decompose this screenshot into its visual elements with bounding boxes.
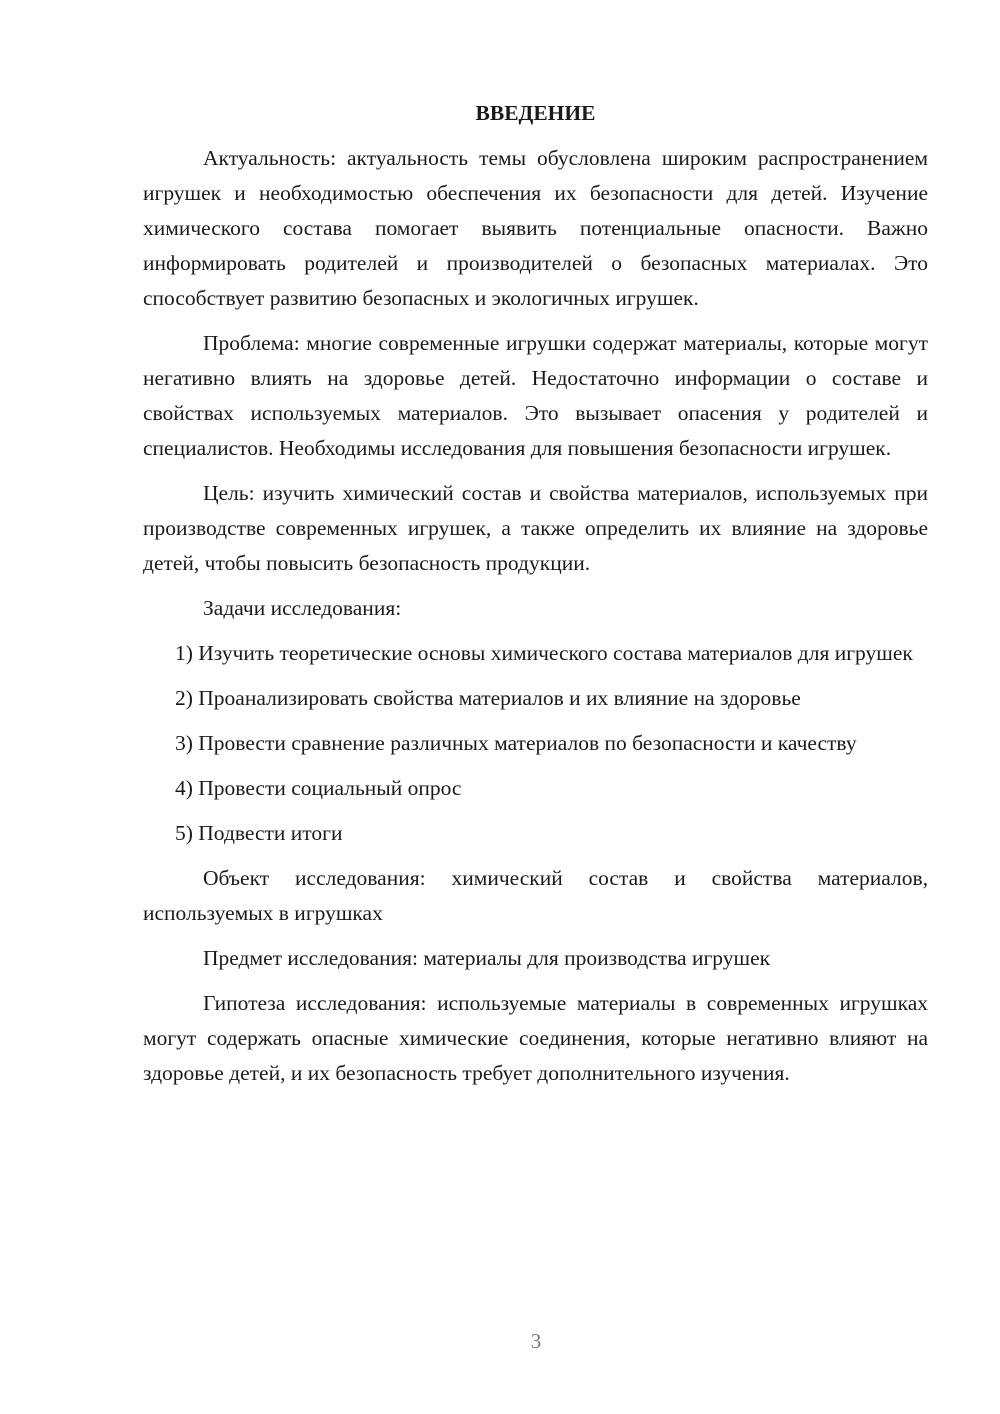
paragraph-hypothesis: Гипотеза исследования: используемые материалы в современных игрушках могут содержать опасные химические соединения, которые негативно влияют на здоровье детей, и их безопасность требует дополнительного изучения. <box>143 991 928 1085</box>
paragraph-subject: Предмет исследования: материалы для производства игрушек <box>203 946 771 970</box>
task-item-5: 5) Подвести итоги <box>175 821 343 845</box>
paragraph-object: Объект исследования: химический состав и свойства материалов, используемых в игрушках <box>143 866 928 925</box>
paragraph-goal: Цель: изучить химический состав и свойства материалов, используемых при производстве современных игрушек, а также определить их влияние на здоровье детей, чтобы повысить безопасность продукции. <box>143 481 928 575</box>
paragraph-problem: Проблема: многие современные игрушки содержат материалы, которые могут негативно влиять на здоровье детей. Недостаточно информации о составе и свойствах используемых материалов. Это вызывает опасения у родителей и специалистов. Необходимы исследования для повышения безопасности игрушек. <box>143 331 928 460</box>
task-item-1: 1) Изучить теоретические основы химического состава материалов для игрушек <box>175 641 913 665</box>
paragraph-relevance: Актуальность: актуальность темы обусловлена широким распространением игрушек и необходимостью обеспечения их безопасности для детей. Изучение химического состава помогает выявить потенциальные опасности. Важно информировать родителей и производителей о безопасных материалах. Это способствует развитию безопасных и экологичных игрушек. <box>143 146 928 310</box>
page-number: 3 <box>530 1329 542 1353</box>
task-item-2: 2) Проанализировать свойства материалов и их влияние на здоровье <box>175 686 801 710</box>
document-page <box>143 96 928 1101</box>
paragraph-tasks-heading: Задачи исследования: <box>203 596 402 620</box>
section-title: ВВЕДЕНИЕ <box>475 101 596 125</box>
task-item-3: 3) Провести сравнение различных материалов по безопасности и качеству <box>175 731 857 755</box>
task-item-4: 4) Провести социальный опрос <box>175 776 462 800</box>
